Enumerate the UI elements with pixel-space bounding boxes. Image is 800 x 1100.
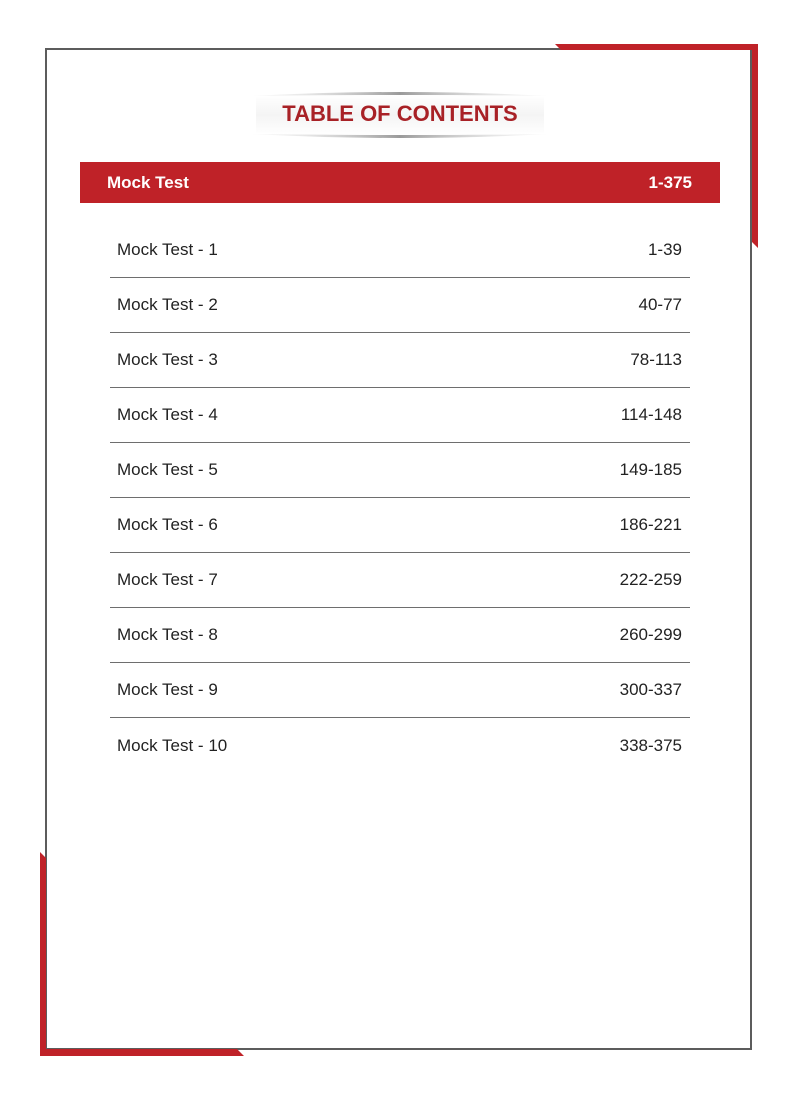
- bottom-left-corner-bracket: [40, 852, 244, 1056]
- toc-entry-pages: 260-299: [619, 625, 682, 644]
- toc-entry-label: Mock Test - 7: [117, 570, 218, 589]
- section-header: [80, 162, 720, 203]
- toc-list: [110, 223, 690, 773]
- toc-entry-9[interactable]: [110, 663, 690, 718]
- toc-entry-10[interactable]: [110, 718, 690, 773]
- toc-entry-2[interactable]: [110, 278, 690, 333]
- toc-entry-pages: 1-39: [647, 240, 682, 259]
- toc-entry-pages: 300-337: [619, 680, 682, 699]
- toc-entry-3[interactable]: [110, 333, 690, 388]
- toc-entry-label: Mock Test - 2: [117, 295, 218, 314]
- toc-entry-pages: 338-375: [619, 735, 682, 755]
- toc-entry-label: Mock Test - 1: [117, 240, 218, 259]
- toc-entry-pages: 222-259: [619, 570, 682, 589]
- toc-entry-pages: 186-221: [619, 515, 682, 534]
- toc-entry-pages: 78-113: [630, 350, 682, 369]
- toc-entry-label: Mock Test - 4: [117, 405, 218, 424]
- toc-entry-4[interactable]: [110, 388, 690, 443]
- section-pages: 1-375: [648, 172, 692, 192]
- page-title: TABLE OF CONTENTS: [282, 101, 518, 126]
- toc-entry-8[interactable]: [110, 608, 690, 663]
- toc-entry-label: Mock Test - 8: [117, 625, 218, 644]
- toc-entry-pages: 40-77: [638, 295, 682, 314]
- toc-entry-6[interactable]: [110, 498, 690, 553]
- top-right-corner-bracket: [555, 44, 758, 248]
- section-label: Mock Test: [107, 172, 189, 192]
- toc-entry-label: Mock Test - 6: [117, 515, 218, 534]
- toc-entry-7[interactable]: [110, 553, 690, 608]
- toc-entry-pages: 149-185: [619, 460, 682, 479]
- toc-entry-1[interactable]: [110, 223, 690, 278]
- toc-entry-pages: 114-148: [620, 405, 682, 424]
- toc-entry-label: Mock Test - 3: [117, 350, 218, 369]
- toc-entry-5[interactable]: [110, 443, 690, 498]
- toc-entry-label: Mock Test - 10: [117, 735, 228, 755]
- toc-entry-label: Mock Test - 9: [117, 680, 218, 699]
- toc-entry-label: Mock Test - 5: [117, 460, 218, 479]
- title-banner: [250, 88, 550, 142]
